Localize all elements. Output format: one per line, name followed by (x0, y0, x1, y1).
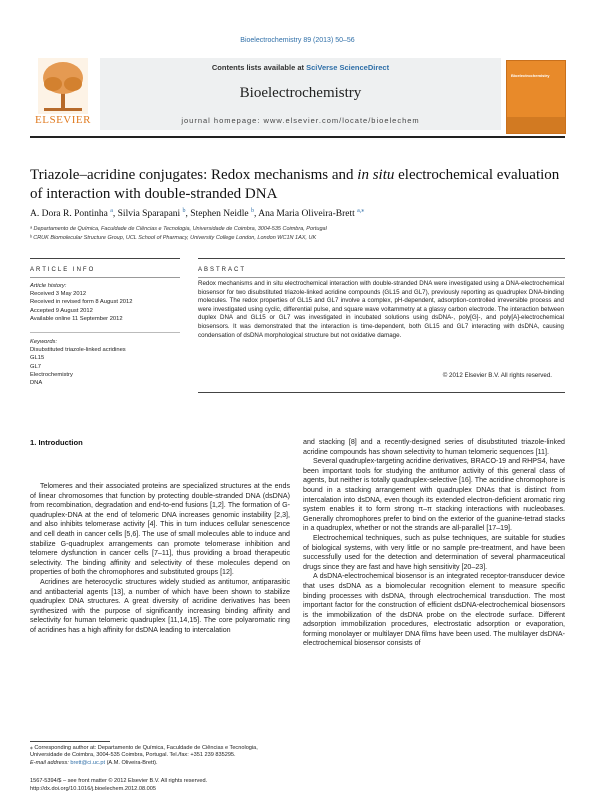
abstract-text: Redox mechanisms and in situ electrochemical interaction with double-stranded DNA were investigated using a DNA-electrochemical biosensor for two disubstituted triazole-linked acridine compounds (GL15 and GL7), previously reporting as quadruplex DNA-binding molecules. The redox properties of GL15 and GL7 involve a complex, pH-dependent, adsorption-controlled irreversible process and were investigated using cyclic, differential pulse, and square wave voltammetry at a glassy carbon electrode. The interaction between duplex DNA and GL15 or GL7 was investigated in incubated solutions using dsDNA-, poly[G]-, and poly[A]-electrochemical biosensors. It was demonstrated that the interaction is time-dependent, both GL15 and GL7 interacting with dsDNA, causing condensation of dsDNA morphological structure but not oxidative damage. (198, 280, 564, 339)
author-affil-mark[interactable]: a,⁎ (357, 208, 365, 214)
intro-paragraph: Acridines are heterocyclic structures widely studied as antitumor, antiparasitic and antibacterial agents [13], a number of which have been shown to stabilize quadruplex DNA structures. A great diversity of acridine derivatives has been synthesized with the purpose of significantly increasing binding affinity and selectivity for human telomeric quadruplex [11,14,15]. The core polyaromatic ring of acridines has a high affinity for dsDNA leading to intercalation (30, 577, 290, 634)
footnote-separator (30, 741, 110, 742)
keywords-rule (30, 332, 180, 333)
journal-citation[interactable]: Bioelectrochemistry 89 (2013) 50–56 (240, 37, 355, 44)
title-italic: in situ (357, 167, 395, 183)
history-item: Available online 11 September 2012 (30, 315, 123, 322)
journal-cover[interactable] (506, 60, 566, 134)
affiliation-b: ᵇ CRUK Biomolecular Structure Group, UCL School of Pharmacy, University College London, London WC1N 1AX, UK (30, 235, 317, 241)
keyword-item: Disubstituted triazole-linked acridines (30, 347, 126, 354)
email-link[interactable]: brett@ci.uc.pt (70, 759, 106, 766)
author-list (30, 207, 565, 219)
column-left (30, 482, 290, 636)
history-item: Accepted 9 August 2012 (30, 307, 93, 314)
author-affil-mark[interactable]: b (250, 208, 254, 214)
intro-heading: 1. Introduction (30, 438, 83, 447)
journal-header (100, 58, 501, 130)
article-history (30, 282, 180, 323)
abstract-heading: ABSTRACT (198, 267, 247, 273)
cover-title: Bioelectrochemistry (511, 73, 550, 78)
contents-line (100, 63, 501, 72)
email-line (30, 760, 290, 767)
keyword-item: Electrochemistry (30, 371, 73, 378)
abstract-subrule (198, 277, 565, 278)
intro-paragraph: Telomeres and their associated proteins are specialized structures at the ends of linear chromosomes that function by protecting double-stranded DNA (dsDNA) from recombination, degradation and end-to-end fusions [1,2]. The formation of G-quadruplex-DNA at the end of telomeric DNA increases genomic instability [2,3], and also inhibits telomerase activity [4]. This in turn induces cellular senescence and cell death in cancer cells [5,6]. The use of small molecules able to induce and stabilize G-quadruplex arrangements can promote telomerase inhibition and telomere dysfunction in cancer cells [7–11], thus providing a broad therapeutic selectivity. The binding affinity and selectivity of these molecules depend on properties of both the chromophores and substituted groups [12]. (30, 482, 290, 577)
keyword-item: DNA (30, 380, 43, 387)
keyword-item: GL15 (30, 355, 45, 362)
author-sep: , (253, 209, 259, 220)
journal-homepage-link[interactable]: journal homepage: www.elsevier.com/locate/bioelechem (181, 116, 420, 125)
keywords-label: Keywords: (30, 339, 58, 345)
email-label: E-mail address: (30, 759, 69, 766)
history-item: Received 3 May 2012 (30, 291, 87, 298)
title-text: Triazole–acridine conjugates: Redox mechanisms and (30, 167, 358, 183)
abstract-bottom-rule (198, 392, 565, 393)
keywords (30, 338, 180, 387)
intro-paragraph: Several quadruplex-targeting acridine derivatives, BRACO-19 and RHPS4, have been important tools for studying the antitumor activity of this general class of agents, but neither is totally quadruplex-selective [16]. The acridine chromophore is bound in a stacking arrangement with quadruplex DNAs that is distinct from intercalation into dsDNA, even though its extended electron-deficient aromatic ring system enables it to form strong π–π stacking interactions with nucleobases. Generally chromophores prefer to bind on the exterior of the guanine-tetrad stacks in a quadruplex, whether or not the strands are all-parallel [17–19]. (303, 457, 565, 533)
article-title (30, 166, 565, 204)
doi-link[interactable]: http://dx.doi.org/10.1016/j.bioelechem.2012.08.005 (30, 786, 156, 792)
affiliation-a: ᵃ Departamento de Química, Faculdade de Ciências e Tecnologia, Universidade de Coimbra, 3004-535 Coimbra, Portugal (30, 226, 327, 232)
author-name[interactable]: Silvia Sparapani (117, 209, 181, 220)
elsevier-logo[interactable] (30, 58, 96, 130)
history-item: Received in revised form 8 August 2012 (30, 299, 133, 306)
abstract-rule (198, 258, 565, 259)
history-label: Article history: (30, 283, 67, 289)
keyword-item: GL7 (30, 363, 41, 370)
elsevier-tree-icon (38, 58, 88, 114)
article-info-rule (30, 258, 180, 259)
journal-name[interactable]: Bioelectrochemistry (239, 85, 362, 101)
author-affil-mark[interactable]: a (110, 208, 113, 214)
author-name[interactable]: A. Dora R. Pontinha (30, 209, 108, 220)
author-affil-mark[interactable]: b (182, 208, 186, 214)
author-sep: , (112, 209, 118, 220)
email-suffix: (A.M. Oliveira-Brett). (105, 759, 158, 766)
contents-prefix: Contents lists available at (211, 63, 305, 72)
cover-band (507, 117, 565, 133)
author-name[interactable]: Ana Maria Oliveira-Brett (258, 209, 355, 220)
intro-paragraph: A dsDNA-electrochemical biosensor is an integrated receptor-transducer device that uses dsDNA as a biomolecular recognition element to measure specific binding processes with dsDNA, through electrochemical transduction. The most important factor for the construction of efficient dsDNA-electrochemical biosensors is the immobilization of the dsDNA probe on the electrode surface. Different adsorption immobilization procedures, electrostatic adsorption or evaporation, forming monolayer or multilayer DNA films have been used. The multilayer dsDNA-electrochemical biosensor consists of (303, 572, 565, 648)
author-name[interactable]: Stephen Neidle (190, 209, 249, 220)
intro-paragraph: Electrochemical techniques, such as pulse techniques, are suitable for studies of biological systems, with very little or no sample pre-treatment, and have been successfully used for the detection and determination of several pharmaceutical drugs since they are fast and have high sensitivity [20–23]. (303, 533, 565, 571)
corresponding-footnote-block (30, 741, 290, 767)
article-info-subrule (30, 277, 180, 278)
title-text-2: electrochemical evaluation of interaction with double-stranded DNA (30, 167, 560, 202)
column-right (303, 438, 565, 649)
publisher-wordmark: ELSEVIER (35, 114, 91, 126)
issn-line: 1567-5394/$ – see front matter © 2012 Elsevier B.V. All rights reserved. (30, 778, 208, 784)
article-info-heading: ARTICLE INFO (30, 267, 96, 273)
intro-paragraph: and stacking [8] and a recently-designed series of disubstituted triazole-linked acridine compounds has shown selectivity to human telomeric sequences [11]. (303, 438, 565, 456)
sciencedirect-link[interactable]: SciVerse ScienceDirect (306, 63, 390, 72)
abstract-copyright: © 2012 Elsevier B.V. All rights reserved. (442, 372, 552, 379)
author-sep: , (185, 209, 191, 220)
corresponding-author-note: ⁎ Corresponding author at: Departamento de Química, Faculdade de Ciências e Tecnologia, Universidade de Coimbra, 3004-535 Coimbra, Portugal. Tel./fax: +351 239 835295. (30, 745, 258, 759)
header-rule (30, 136, 565, 138)
